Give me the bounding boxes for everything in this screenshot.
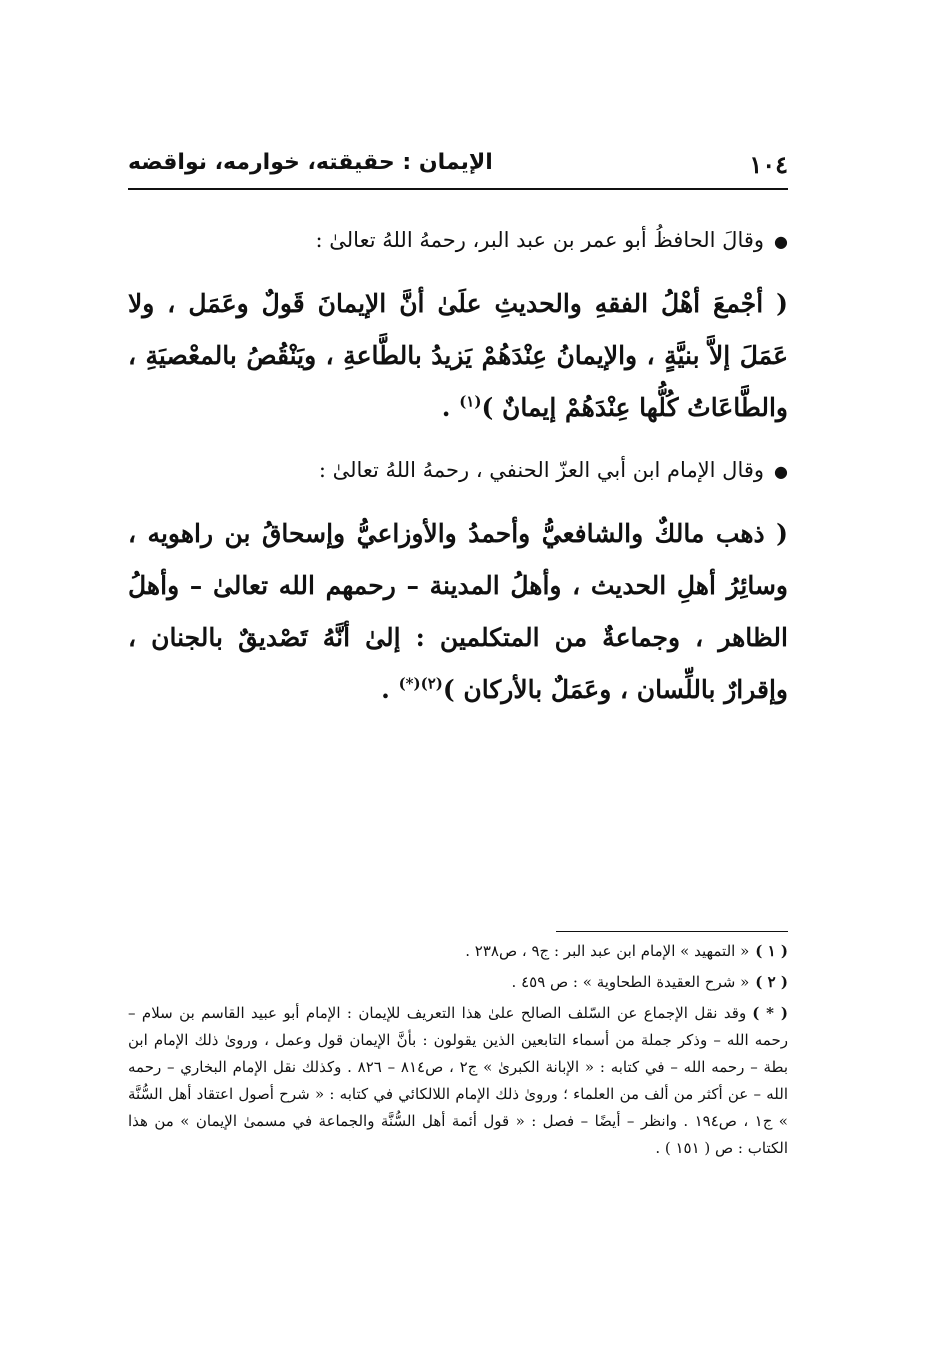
footnote-separator: [556, 931, 788, 932]
quote-text-2: ( ذهب مالكٌ والشافعيُّ وأحمدُ والأوزاعيُّ وإسحاقُ بن راهويه ، وسائِرُ أهلِ الحديث ، وأهلُ المدينة – رحمهم الله تعالىٰ – وأهلُ الظاهر ، وجماعةٌ من المتكلمين : إلىٰ أنَّهُ تَصْديقٌ بالجنان ، وإقرارٌ باللِّسان ، وعَمَلٌ بالأركان ): [128, 519, 788, 704]
footnote-marker: ( ٢ ): [755, 973, 788, 991]
intro-text-2: وقال الإمام ابن أبي العزّ الحنفي ، رحمهُ اللهُ تعالىٰ :: [318, 458, 765, 482]
footnote-text: وقد نقل الإجماع عن السّلف الصالح علىٰ هذا التعريف للإيمان : الإمام أبو عبيد القاسم بن سلام – رحمه الله – وذكر جملة من أسماء التابعين الذين يقولون : بأنَّ الإيمان قول وعمل ، وروىٰ ذلك الإمام ابن بطة – رحمه الله – في كتابه : « الإبانة الكبرىٰ » ج٢ ، ص٨١٤ – ٨٢٦ . وكذلك نقل الإمام البخاري – رحمه الله – عن أكثر من ألف من العلماء ؛ وروىٰ ذلك الإمام اللالكائي في كتابه : « شرح أصول اعتقاد أهل السُّنَّة » ج١ ، ص١٩٤ . وانظر – أيضًا – فصل : « قول أئمة أهل السُّنَّة والجماعة في مسمىٰ الإيمان » من هذا الكتاب : ص ( ١٥١ ) .: [128, 1004, 788, 1157]
quote-ibn-abd-al-barr: [128, 278, 788, 434]
quote-end-2: .: [381, 675, 390, 704]
footnote-text: « التمهيد » الإمام ابن عبد البر : ج٩ ، ص٢٣٨ .: [465, 942, 750, 960]
intro-ibn-abi-al-izz: [128, 452, 788, 490]
bullet-icon: ●: [774, 462, 788, 481]
footnote-ref-2: (٢)(*): [398, 674, 443, 693]
footnote-star: [128, 1000, 788, 1162]
footnote-1: [128, 938, 788, 965]
quote-end-1: .: [441, 393, 451, 422]
footnote-2: [128, 969, 788, 996]
main-text: [128, 222, 788, 734]
running-title: الإيمان : حقيقته، خوارمه، نواقضه: [128, 150, 493, 175]
page-number: ١٠٤: [749, 150, 788, 179]
quote-text-1: ( أجْمعَ أهْلُ الفقهِ والحديثِ علَىٰ أنَّ الإيمانَ قَولٌ وعَمَل ، ولا عَمَلَ إلاَّ بنيَّةٍ ، والإيمانُ عِنْدَهُمْ يَزيدُ بالطَّاعةِ ، ويَنْقُصُ بالمعْصيَةِ ، والطَّاعَاتُ كُلُّها عِنْدَهُمْ إيمانٌ ): [128, 289, 788, 422]
footnote-marker: ( ١ ): [755, 942, 788, 960]
footnote-ref-1: (١): [459, 392, 482, 411]
intro-ibn-abd-al-barr: [128, 222, 788, 260]
bullet-icon: ●: [774, 232, 788, 251]
footnotes: [128, 938, 788, 1166]
page-header: [128, 148, 788, 184]
header-rule: [128, 188, 788, 190]
footnote-text: « شرح العقيدة الطحاوية » : ص ٤٥٩ .: [511, 973, 750, 991]
footnote-marker: ( * ): [752, 1004, 788, 1022]
quote-ibn-abi-al-izz: [128, 508, 788, 716]
intro-text-1: وقالَ الحافظُ أبو عمر بن عبد البر، رحمهُ اللهُ تعالىٰ :: [315, 228, 765, 252]
